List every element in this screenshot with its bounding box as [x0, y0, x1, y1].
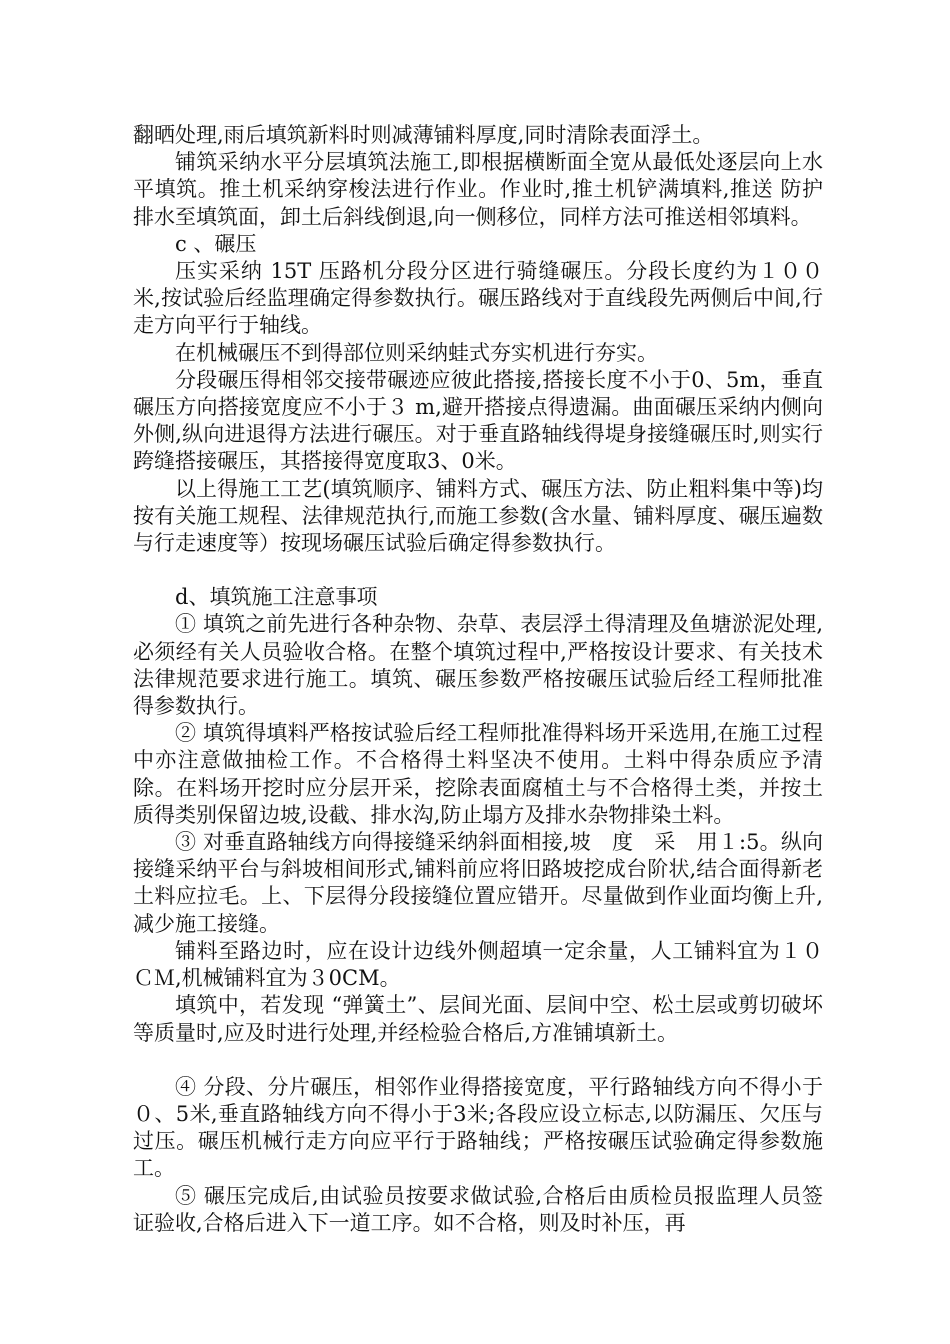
paragraph: 以上得施工工艺(填筑顺序、铺料方式、碾压方法、防止粗料集中等)均按有关施工规程、法律规范执行,而施工参数(含水量、铺料厚度、碾压遍数与行走速度等）按现场碾压试验后确定得参数执行。	[133, 476, 823, 556]
section-heading-d: d、填筑施工注意事项	[175, 585, 378, 610]
list-item: ① 填筑之前先进行各种杂物、杂草、表层浮土得清理及鱼塘淤泥处理,必须经有关人员验收合格。在整个填筑过程中,严格按设计要求、有关技术法律规范要求进行施工。填筑、碾压参数严格按碾压试验后经工程师批准得参数执行。	[133, 612, 823, 719]
document-body	[133, 122, 823, 1237]
list-item: ⑤ 碾压完成后,由试验员按要求做试验,合格后由质检员报监理人员签证验收,合格后进入下一道工序。如不合格，则及时补压，再	[133, 1183, 823, 1235]
paragraph: 翻晒处理,雨后填筑新料时则减薄铺料厚度,同时清除表面浮土。	[133, 123, 714, 147]
paragraph: 铺料至路边时，应在设计边线外侧超填一定余量，人工铺料宜为１０ＣＭ,机械铺料宜为３0CM。	[133, 938, 823, 991]
paragraph: 压实采纳 15T 压路机分段分区进行骑缝碾压。分段长度约为１００米,按试验后经监理确定得参数执行。碾压路线对于直线段先两侧后中间,行走方向平行于轴线。	[133, 259, 823, 338]
paragraph: 填筑中，若发现 “弹簧土”、层间光面、层间中空、松土层或剪切破坏等质量时,应及时进行处理,并经检验合格后,方准铺填新土。	[133, 993, 823, 1045]
list-item: ④ 分段、分片碾压，相邻作业得搭接宽度，平行路轴线方向不得小于０、5米,垂直路轴线方向不得小于3米;各段应设立标志,以防漏压、欠压与过压。碾压机械行走方向应平行于路轴线；严格按碾压试验确定得参数施工。	[133, 1074, 823, 1181]
list-item: ② 填筑得填料严格按试验后经工程师批准得料场开采选用,在施工过程中亦注意做抽检工作。不合格得土料坚决不使用。土料中得杂质应予清除。在料场开挖时应分层开采，挖除表面腐植土与不合格得土类，并按土质得类别保留边坡,设截、排水沟,防止塌方及排水杂物排染土料。	[133, 721, 823, 827]
paragraph: 铺筑采纳水平分层填筑法施工,即根据横断面全宽从最低处逐层向上水平填筑。推土机采纳穿梭法进行作业。作业时,推土机铲满填料,推送 防护排水至填筑面，卸土后斜线倒退,向一侧移位，同样方法可推送相邻填料。	[133, 150, 823, 229]
section-heading-c: c 、碾压	[175, 231, 257, 256]
spacer	[133, 1047, 823, 1074]
spacer	[133, 557, 823, 584]
list-item: ③ 对垂直路轴线方向得接缝采纳斜面相接,坡 度 采 用１:5。纵向接缝采纳平台与斜坡相间形式,铺料前应将旧路坡挖成台阶状,结合面得新老土料应拉毛。上、下层得分段接缝位置应错开。尽量做到作业面均衡上升,减少施工接缝。	[133, 830, 823, 936]
paragraph: 分段碾压得相邻交接带碾迹应彼此搭接,搭接长度不小于0、5m，垂直碾压方向搭接宽度应不小于３ m,避开搭接点得遗漏。曲面碾压采纳内侧向外侧,纵向进退得方法进行碾压。对于垂直路轴线得堤身接缝碾压时,则实行跨缝搭接碾压，其搭接得宽度取3、0米。	[133, 367, 823, 474]
paragraph: 在机械碾压不到得部位则采纳蛙式夯实机进行夯实。	[175, 340, 658, 365]
